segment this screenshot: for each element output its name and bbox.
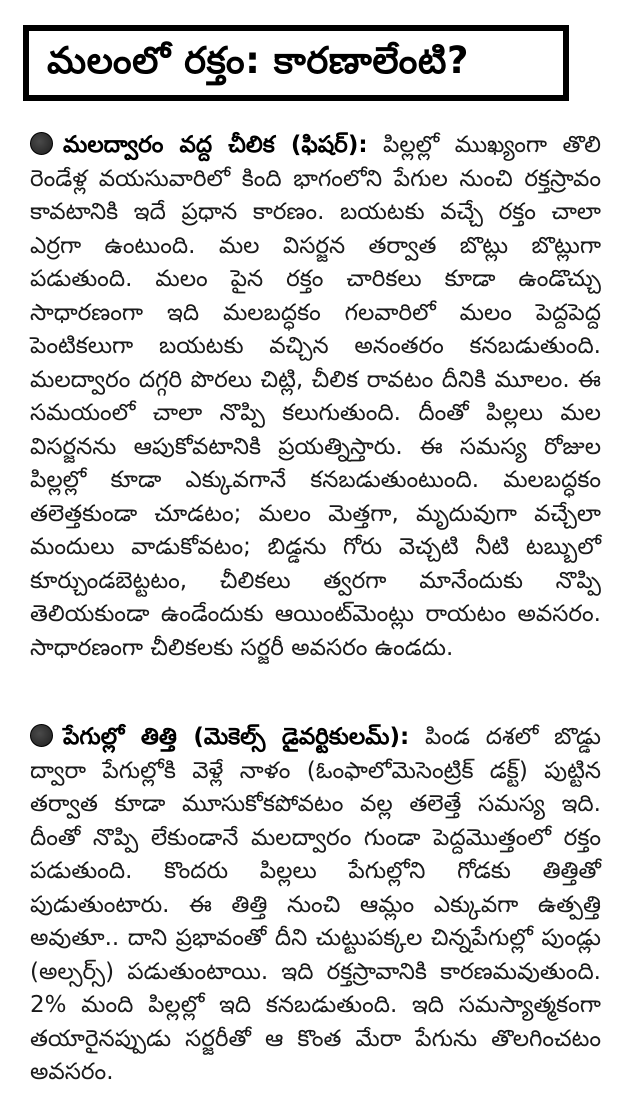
bullet-icon: [30, 132, 53, 155]
headline-box: [23, 25, 569, 101]
section-text: పిండ దశలో బొడ్డు ద్వారా పేగుల్లోకి వెళ్లే నాళం (ఓంఫాలోమెసెంట్రిక్ డక్ట్) పుట్టిన తర్వాత కూడా మూసుకోకపోవటం వల్ల తలెత్తే సమస్య ఇది. దీంతో నొప్పి లేకుండానే మలద్వారం గుండా పెద్దమొత్తంలో రక్తం పడుతుంది. కొందరు పిల్లలు పేగుల్లోని గోడకు తిత్తితో పుడుతుంటారు. ఈ తిత్తి నుంచి ఆమ్లం ఎక్కువగా ఉత్పత్తి అవుతూ.. దాని ప్రభావంతో దీని చుట్టుపక్కల చిన్నపేగుల్లో పుండ్లు (అల్సర్స్) పడుతుంటాయి. ఇది రక్తస్రావానికి కారణమవుతుంది. 2% మంది పిల్లల్లో ఇది కనబడుతుంది. ఇది సమస్యాత్మకంగా తయారైనప్పుడు సర్జరీతో ఆ కొంత మేరా పేగును తొలగించటం అవసరం.: [30, 724, 601, 1085]
section-text: పిల్లల్లో ముఖ్యంగా తొలి రెండేళ్ల వయసువారిలో కింది భాగంలోని పేగుల నుంచి రక్తస్రావం కావటానికి ఇదే ప్రధాన కారణం. బయటకు వచ్చే రక్తం చాలా ఎర్రగా ఉంటుంది. మల విసర్జన తర్వాత బొట్లు బొట్లుగా పడుతుంది. మలం పైన రక్తం చారికలు కూడా ఉండొచ్చు సాధారణంగా ఇది మలబద్ధకం గలవారిలో మలం పెద్దపెద్ద పెంటికలుగా బయటకు వచ్చిన అనంతరం కనబడుతుంది. మలద్వారం దగ్గరి పొరలు చిట్లి, చీలిక రావటం దీనికి మూలం. ఈ సమయంలో చాలా నొప్పి కలుగుతుంది. దీంతో పిల్లలు మల విసర్జనను ఆపుకోవటానికి ప్రయత్నిస్తారు. ఈ సమస్య రోజుల పిల్లల్లో కూడా ఎక్కువగానే కనబడుతుంటుంది. మలబద్ధకం తలెత్తకుండా చూడటం; మలం మెత్తగా, మృదువుగా వచ్చేలా మందులు వాడుకోవటం; బిడ్డను గోరు వెచ్చటి నీటి టబ్బులో కూర్చుండబెట్టటం, చీలికలు త్వరగా మానేందుకు నొప్పి తెలియకుండా ఉండేందుకు ఆయింట్‌మెంట్లు రాయటం అవసరం. సాధారణంగా చీలికలకు సర్జరీ అవసరం ఉండదు.: [30, 132, 601, 661]
section-meckels-diverticulum: [30, 721, 601, 1090]
section-lead: మలద్వారం వద్ద చీలిక (ఫిషర్):: [63, 132, 368, 158]
section-anal-fissure: [30, 129, 601, 665]
headline: మలంలో రక్తం: కారణాలేంటి?: [47, 38, 469, 82]
article-body: [30, 129, 601, 1090]
section-lead: పేగుల్లో తిత్తి (మెకెల్స్ డైవర్టికులమ్):: [63, 724, 410, 750]
bullet-icon: [30, 724, 53, 747]
